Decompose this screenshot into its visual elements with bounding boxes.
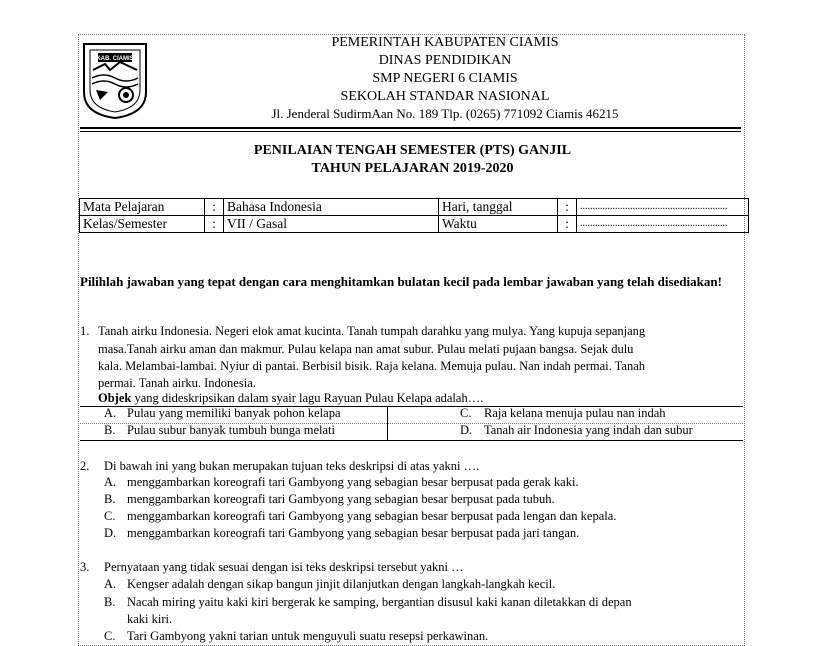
- header-line-standard: SEKOLAH STANDAR NASIONAL: [340, 89, 550, 104]
- header-address: Jl. Jenderal SudirmAan No. 189 Tlp. (0265) 771092 Ciamis 46215: [271, 106, 619, 121]
- class-label: Kelas/Semester: [80, 216, 205, 233]
- header-line-agency: DINAS PENDIDIKAN: [378, 53, 512, 68]
- q1-question: [98, 389, 483, 407]
- q1-question-bold: Objek: [98, 391, 132, 405]
- table-row: [80, 216, 749, 233]
- q2-option-b-label[interactable]: B.: [104, 492, 116, 506]
- q1-text-line-1: Tanah airku Indonesia. Negeri elok amat kucinta. Tanah tumpah darahku yang mulya. Yang kupuja sepanjang: [98, 324, 646, 338]
- q3-option-b-line-1[interactable]: Nacah miring yaitu kaki kiri bergerak ke samping, bergantian disusul kaki kanan diletakkan di depan: [127, 595, 632, 609]
- q2-option-a-label[interactable]: A.: [104, 475, 117, 489]
- colon: :: [558, 216, 577, 233]
- table-row: [80, 199, 749, 216]
- exam-instruction: Pilihlah jawaban yang tepat dengan cara menghitamkan bulatan kecil pada lembar jawaban yang telah disediakan!: [80, 274, 722, 289]
- q3-option-c-label[interactable]: C.: [104, 629, 116, 643]
- header-rule-thick: [80, 127, 741, 129]
- q3-option-b-line-2[interactable]: kaki kiri.: [127, 612, 173, 626]
- subject-value: Bahasa Indonesia: [224, 199, 439, 216]
- colon: :: [558, 199, 577, 216]
- exam-year: TAHUN PELAJARAN 2019-2020: [311, 161, 514, 176]
- time-value-blank: ...........................................................: [577, 216, 749, 233]
- q1-option-a-label[interactable]: A.: [104, 406, 117, 420]
- q1-text-line-2: masa.Tanah airku aman dan makmur. Pulau kelapa nan amat subur. Pulau melati pujaan bangsa. Sejak dulu: [98, 342, 634, 356]
- q1-text-line-4: permai. Tanah airku. Indonesia.: [98, 376, 256, 390]
- q3-option-a-label[interactable]: A.: [104, 577, 117, 591]
- exam-info-table: [79, 198, 749, 233]
- q1-number: 1.: [80, 324, 90, 338]
- logo-emblem-icon: [80, 40, 150, 120]
- day-value-blank: ...........................................................: [577, 199, 749, 216]
- q1-text-line-3: kala. Melambai-lambai. Nyiur di pantai. Berbisil bisik. Raja kelana. Memuja pulau. Nan indah permai. Tanah: [98, 359, 646, 373]
- q3-option-a[interactable]: Kengser adalah dengan sikap bangun jinjit dilanjutkan dengan langkah-langkah kecil.: [127, 577, 556, 591]
- header-rule-thin: [80, 131, 741, 132]
- header-line-school: SMP NEGERI 6 CIAMIS: [372, 71, 518, 86]
- q2-option-d[interactable]: menggambarkan koreografi tari Gambyong yang sebagian besar berpusat pada jari tangan.: [127, 526, 580, 540]
- header-line-government: PEMERINTAH KABUPATEN CIAMIS: [331, 35, 559, 50]
- q3-number: 3.: [80, 560, 90, 574]
- q1-option-a[interactable]: Pulau yang memiliki banyak pohon kelapa: [127, 406, 341, 420]
- q1-option-b-label[interactable]: B.: [104, 423, 116, 437]
- q1-option-d[interactable]: Tanah air Indonesia yang indah dan subur: [484, 423, 693, 437]
- q3-option-b-label[interactable]: B.: [104, 595, 116, 609]
- colon: :: [205, 216, 224, 233]
- logo-top-text: KAB. CIAMIS: [96, 56, 134, 62]
- subject-label: Mata Pelajaran: [80, 199, 205, 216]
- q3-option-c[interactable]: Tari Gambyong yakni tarian untuk menguyuli suatu resepsi perkawinan.: [127, 629, 489, 643]
- q1-option-d-label[interactable]: D.: [460, 423, 473, 437]
- q2-option-a[interactable]: menggambarkan koreografi tari Gambyong yang sebagian besar berpusat pada gerak kaki.: [127, 475, 579, 489]
- q2-option-c[interactable]: menggambarkan koreografi tari Gambyong yang sebagian besar berpusat pada lengan dan kepala.: [127, 509, 617, 523]
- q1-question-rest: yang dideskripsikan dalam syair lagu Rayuan Pulau Kelapa adalah….: [131, 391, 484, 405]
- colon: :: [205, 199, 224, 216]
- regency-logo: [80, 40, 150, 120]
- q2-text: Di bawah ini yang bukan merupakan tujuan teks deskripsi di atas yakni ….: [104, 459, 480, 473]
- q2-option-d-label[interactable]: D.: [104, 526, 117, 540]
- q2-option-b[interactable]: menggambarkan koreografi tari Gambyong yang sebagian besar berpusat pada tubuh.: [127, 492, 555, 506]
- q3-text: Pernyataan yang tidak sesuai dengan isi teks deskripsi tersebut yakni …: [104, 560, 464, 574]
- q2-option-c-label[interactable]: C.: [104, 509, 116, 523]
- day-label: Hari, tanggal: [439, 199, 558, 216]
- class-value: VII / Gasal: [224, 216, 439, 233]
- exam-title: PENILAIAN TENGAH SEMESTER (PTS) GANJIL: [253, 143, 572, 158]
- q1-option-c-label[interactable]: C.: [460, 406, 472, 420]
- q1-option-c[interactable]: Raja kelana menuja pulau nan indah: [484, 406, 666, 420]
- q1-option-b[interactable]: Pulau subur banyak tumbuh bunga melati: [127, 423, 335, 437]
- time-label: Waktu: [439, 216, 558, 233]
- q2-number: 2.: [80, 459, 90, 473]
